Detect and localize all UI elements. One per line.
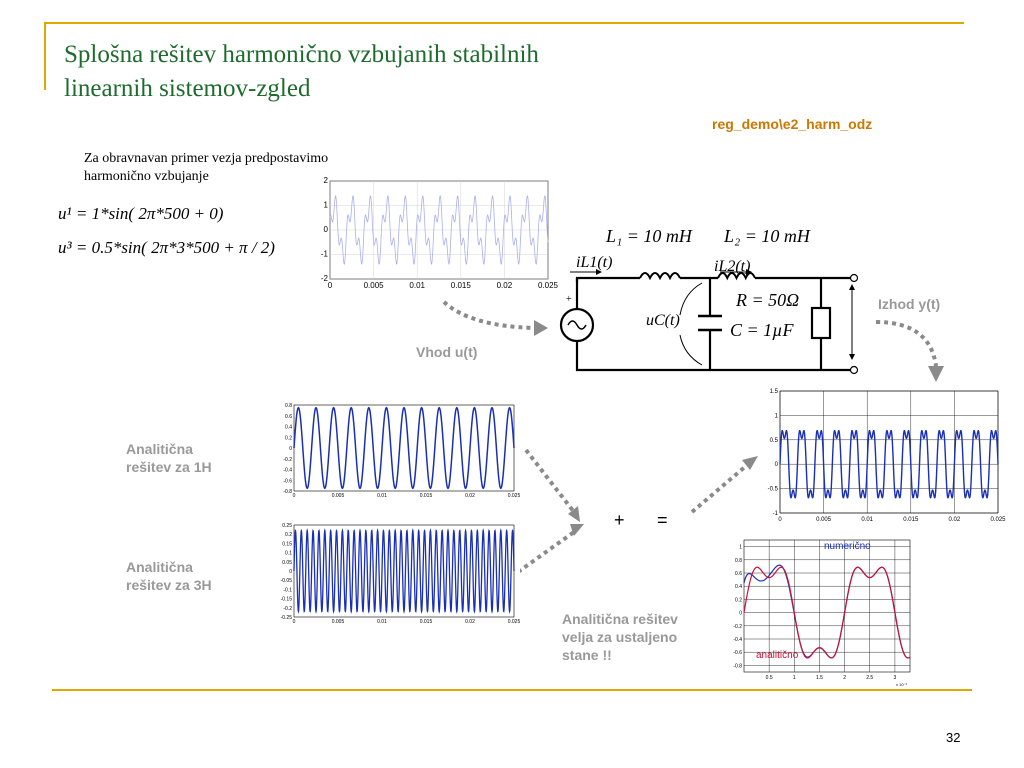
y-tick-label: 0.25: [282, 523, 292, 529]
input-label: Vhod u(t): [416, 344, 478, 360]
x-tick-label: 0.02: [496, 281, 513, 290]
y-tick-label: -0.2: [733, 623, 742, 630]
equation-u3: u³ = 0.5*sin( 2π*3*500 + π / 2): [58, 238, 275, 257]
output-label: Izhod y(t): [878, 296, 941, 312]
y-tick-label: 0: [323, 225, 328, 234]
steady-state-note: [562, 610, 678, 664]
x-tick-label: 0.01: [409, 281, 425, 290]
y-tick-label: -2: [320, 274, 328, 283]
label-L1: L₁ = 10 mH: [606, 226, 692, 246]
x-tick-label: 0.025: [507, 493, 521, 499]
solution-3h-line-1: Analitična: [126, 559, 193, 575]
solution-1h-label: [126, 440, 212, 476]
x-tick-label: 0.025: [537, 281, 559, 290]
x-tick-label: 0.5: [765, 675, 773, 681]
y-tick-label: -0.05: [280, 578, 292, 585]
y-tick-label: -0.1: [283, 587, 292, 594]
solution-3h-plot: [276, 521, 520, 625]
label-iL1: iL1(t): [576, 254, 613, 271]
x-tick-label: 0.02: [465, 493, 475, 499]
x-tick-label: 0.005: [816, 517, 832, 523]
x-tick-label: 0.01: [377, 493, 387, 499]
y-tick-label: -0.2: [283, 456, 292, 463]
x-tick-label: 0: [292, 619, 296, 625]
x-tick-label: 0.01: [861, 517, 874, 523]
y-tick-label: 0.4: [735, 584, 742, 591]
x-tick-label: 0.005: [331, 493, 345, 499]
x-tick-label: 0.005: [363, 281, 384, 290]
title-line-1: Splošna rešitev harmonično vzbujanih stabilnih: [64, 41, 539, 68]
y-tick-label: 1: [774, 413, 778, 420]
solution-1h-line-2: rešitev za 1H: [126, 459, 212, 475]
legend-numericno: numerično: [824, 541, 871, 552]
svg-text:x 10⁻³: x 10⁻³: [896, 682, 908, 687]
x-tick-label: 0.01: [377, 619, 387, 625]
equation-u1: u¹ = 1*sin( 2π*500 + 0): [58, 204, 224, 223]
title-line-2: linearnih sistemov-zgled: [64, 75, 311, 102]
x-tick-label: 0.015: [450, 281, 471, 290]
x-tick-label: 0.015: [903, 517, 919, 523]
x-tick-label: 2.5: [866, 675, 874, 681]
y-tick-label: 0.8: [735, 557, 742, 564]
y-tick-label: 0: [289, 569, 292, 575]
y-tick-label: 0.2: [285, 435, 292, 442]
x-tick-label: 0: [292, 493, 296, 499]
y-tick-label: 0: [739, 610, 742, 617]
sum-plot: [760, 386, 1008, 526]
y-tick-label: -0.25: [280, 615, 292, 621]
solution-1h-line-1: Analitična: [126, 441, 193, 457]
y-tick-label: -0.4: [733, 637, 742, 643]
y-tick-label: 0.6: [735, 571, 742, 577]
label-R: R = 50Ω: [736, 290, 800, 310]
intro-line-2: harmonično vzbujanje: [84, 169, 209, 184]
y-tick-label: 1: [323, 200, 328, 210]
comparison-plot: [728, 536, 922, 688]
y-tick-label: 0.15: [282, 541, 292, 548]
solution-3h-label: [126, 558, 212, 594]
x-tick-label: 0.025: [990, 517, 1006, 523]
solution-1h-plot: [276, 401, 520, 497]
y-tick-label: 0: [774, 462, 778, 469]
x-tick-label: 1.5: [815, 675, 823, 681]
y-tick-label: -0.6: [733, 650, 742, 657]
circuit-plus: +: [566, 294, 572, 305]
y-tick-label: -1: [772, 511, 778, 517]
y-tick-label: 0.05: [282, 559, 292, 566]
x-tick-label: 0.005: [331, 619, 345, 625]
x-tick-label: 1: [792, 675, 796, 681]
solution-3h-line-2: rešitev za 3H: [126, 577, 212, 593]
y-tick-label: 0.5: [769, 437, 778, 444]
y-tick-label: -0.5: [767, 486, 778, 493]
y-tick-label: 0.2: [735, 597, 742, 604]
y-tick-label: 1: [739, 544, 742, 551]
y-tick-label: -0.15: [280, 596, 292, 603]
y-tick-label: -0.6: [283, 478, 292, 485]
note-line-1: Analitična rešitev: [562, 611, 678, 627]
intro-line-1: Za obravnavan primer vezja predpostavimo: [84, 151, 329, 166]
y-tick-label: -1: [320, 249, 328, 259]
x-tick-label: 0.025: [507, 619, 521, 625]
y-tick-label: 0.8: [285, 403, 292, 409]
label-L2: L₂ = 10 mH: [724, 226, 810, 246]
x-tick-label: 2: [843, 675, 846, 681]
x-tick-label: 0.02: [465, 619, 475, 625]
y-tick-label: 0.2: [285, 532, 292, 539]
x-tick-label: 0.02: [948, 517, 961, 523]
x-tick-label: 0.015: [419, 493, 433, 499]
label-C: C = 1µF: [730, 320, 794, 340]
y-tick-label: -0.8: [283, 489, 292, 495]
equals-sign: =: [657, 510, 668, 530]
demo-reference: reg_demo\e2_harm_odz: [712, 116, 873, 132]
legend-analiticno: analitično: [756, 650, 799, 661]
y-tick-label: 0.1: [285, 550, 292, 557]
y-tick-label: 0: [289, 446, 292, 452]
y-tick-label: 0.6: [285, 413, 292, 420]
x-tick-label: 0: [778, 517, 782, 523]
note-line-3: stane !!: [562, 647, 612, 663]
label-uC: uC(t): [646, 312, 680, 329]
y-tick-label: -0.4: [283, 467, 292, 474]
label-iL2: iL2(t): [714, 258, 751, 275]
y-tick-label: -0.8: [733, 663, 742, 670]
x-tick-label: 0.015: [419, 619, 433, 625]
y-tick-label: 1.5: [769, 389, 778, 395]
x-tick-label: 3: [893, 675, 897, 681]
y-tick-label: 2: [323, 176, 328, 185]
y-tick-label: -0.2: [283, 605, 292, 612]
plus-sign: +: [614, 510, 625, 530]
x-tick-label: 0: [327, 281, 333, 290]
page-number: 32: [946, 730, 961, 745]
note-line-2: velja za ustaljeno: [562, 629, 678, 645]
y-tick-label: 0.4: [285, 424, 292, 431]
